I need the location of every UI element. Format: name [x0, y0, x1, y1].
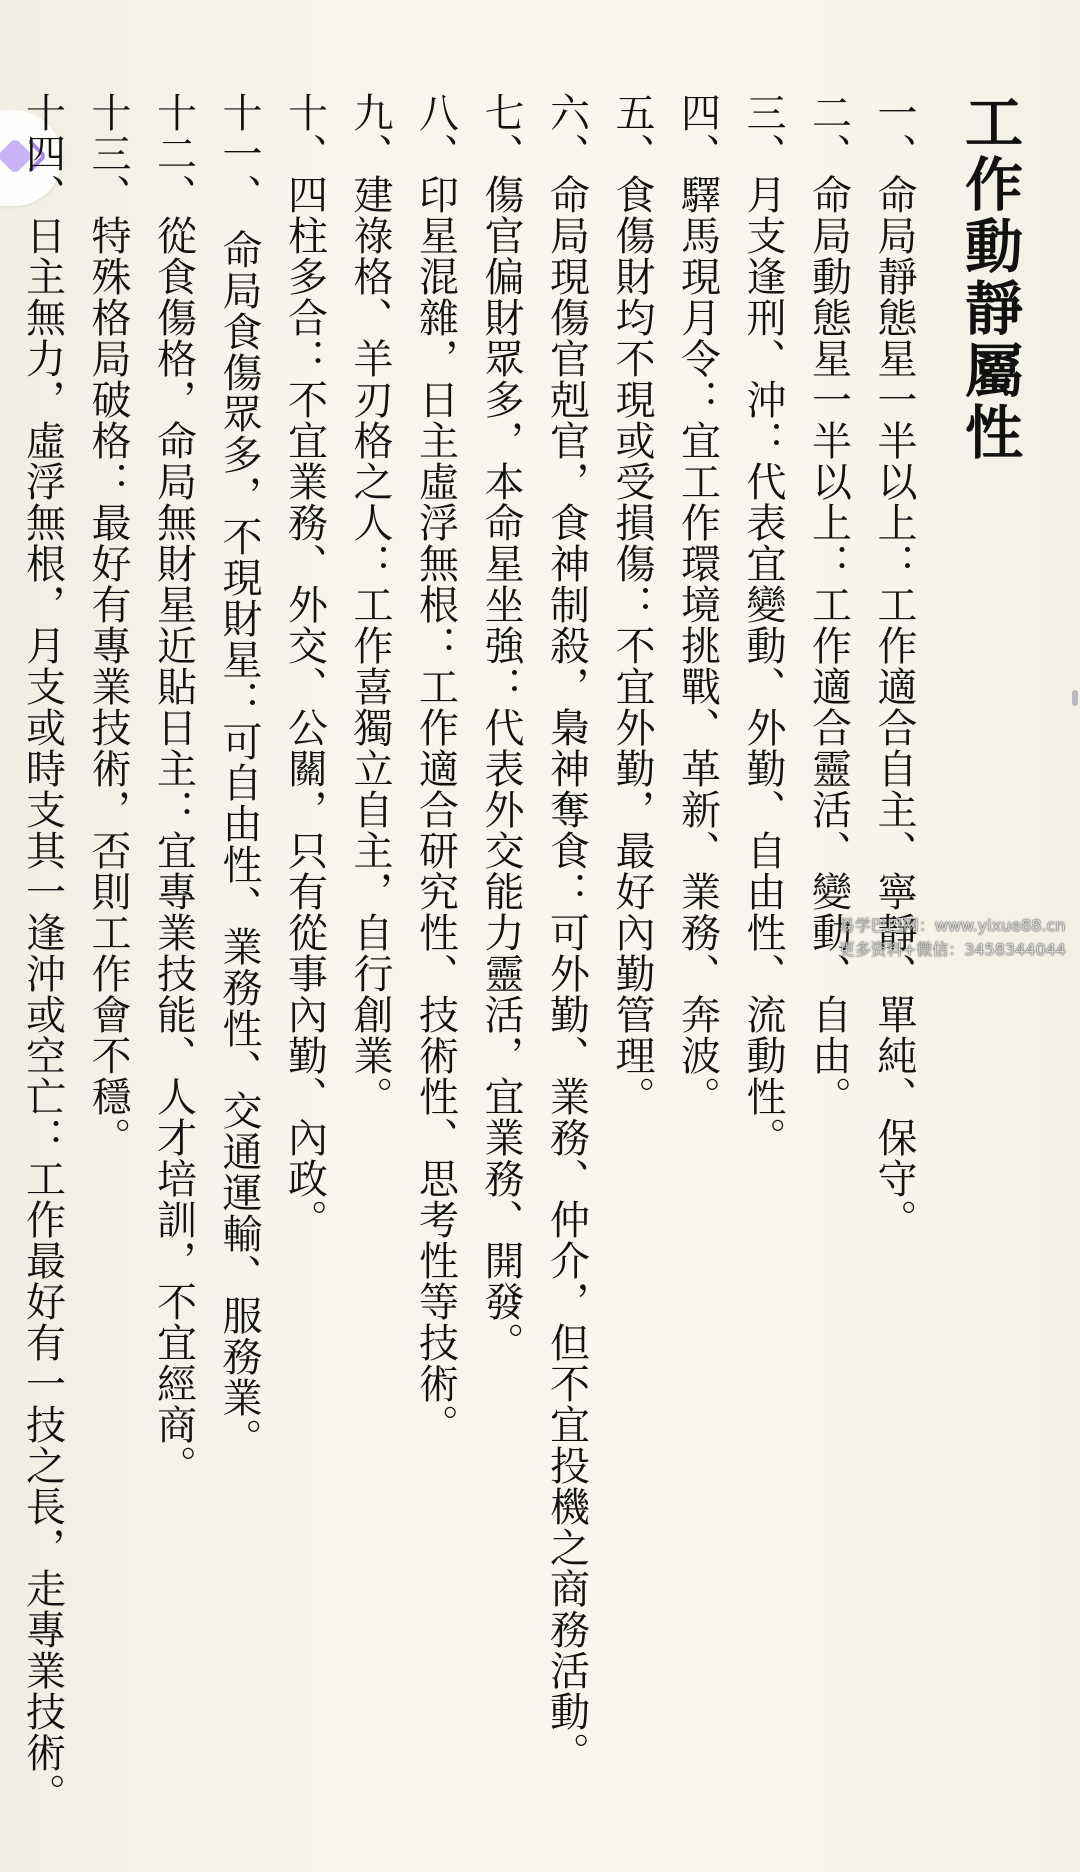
item-text: 日主無力，虛浮無根，月支或時支其一逢沖或空亡：工作最好有一技之長，走專業技術。	[19, 215, 66, 1814]
list-item	[861, 92, 927, 1832]
item-number: 八、	[412, 92, 459, 174]
item-text: 從食傷格，命局無財星近貼日主：宜專業技能、人才培訓，不宜經商。	[150, 215, 197, 1486]
item-number: 二、	[805, 92, 852, 174]
list-item	[730, 92, 796, 1832]
item-number: 五、	[609, 92, 655, 174]
list-item	[599, 92, 665, 1832]
item-text: 命局現傷官剋官，食神制殺，梟神奪食：可外勤、業務、仲介，但不宜投機之商務活動。	[543, 174, 590, 1773]
list-item	[75, 92, 141, 1832]
list-item	[795, 92, 861, 1832]
list-item	[402, 92, 468, 1832]
item-number: 十四、	[19, 92, 66, 215]
scrollbar-thumb[interactable]	[1072, 690, 1078, 706]
list-item	[468, 92, 534, 1832]
vertical-text-area	[19, 92, 1028, 1832]
item-text: 月支逢刑、沖：代表宜變動、外勤、自由性、流動性。	[740, 174, 786, 1158]
page-title: 工作動靜屬性	[955, 92, 1023, 464]
list-item	[664, 92, 730, 1832]
watermark	[839, 914, 1066, 962]
item-text: 食傷財均不現或受損傷：不宜外勤，最好內勤管理。	[609, 174, 655, 1117]
item-number: 一、	[871, 92, 917, 174]
list-item	[337, 92, 403, 1832]
item-text: 印星混雜，日主虛浮無根：工作適合研究性、技術性、思考性等技術。	[412, 174, 459, 1445]
item-number: 六、	[543, 92, 590, 174]
watermark-line-contact: 更多资料+微信：3458344044	[838, 940, 1066, 959]
item-number: 十二、	[150, 92, 197, 215]
watermark-line-site: 易学巴巴网：www.yixue88.cn	[838, 916, 1066, 935]
item-number: 十、	[281, 92, 328, 174]
item-number: 十一、	[216, 92, 262, 215]
item-text: 建祿格、羊刃格之人：工作喜獨立自主，自行創業。	[347, 174, 393, 1117]
item-text: 四柱多合：不宜業務、外交、公關，只有從事內勤、內政。	[281, 174, 328, 1240]
list-item	[9, 92, 75, 1832]
item-text: 命局靜態星一半以上：工作適合自主、寧靜、單純、保守。	[871, 174, 917, 1240]
item-text: 傷官偏財眾多，本命星坐強：代表外交能力靈活，宜業務、開發。	[478, 174, 524, 1363]
item-number: 九、	[347, 92, 393, 174]
item-text: 特殊格局破格：最好有專業技術，否則工作會不穩。	[85, 215, 131, 1158]
item-number: 三、	[740, 92, 786, 174]
item-text: 命局食傷眾多，不現財星：可自由性、業務性、交通運輸、服務業。	[216, 229, 262, 1459]
item-number: 四、	[674, 92, 721, 174]
item-text: 命局動態星一半以上：工作適合靈活、變動、自由。	[805, 174, 852, 1117]
item-text: 驛馬現月令：宜工作環境挑戰、革新、業務、奔波。	[674, 174, 721, 1117]
list-item	[533, 92, 599, 1832]
list-item	[140, 92, 206, 1832]
item-number: 七、	[478, 92, 524, 174]
list-item	[271, 92, 337, 1832]
item-number: 十三、	[85, 92, 131, 215]
list-item	[206, 92, 272, 1832]
